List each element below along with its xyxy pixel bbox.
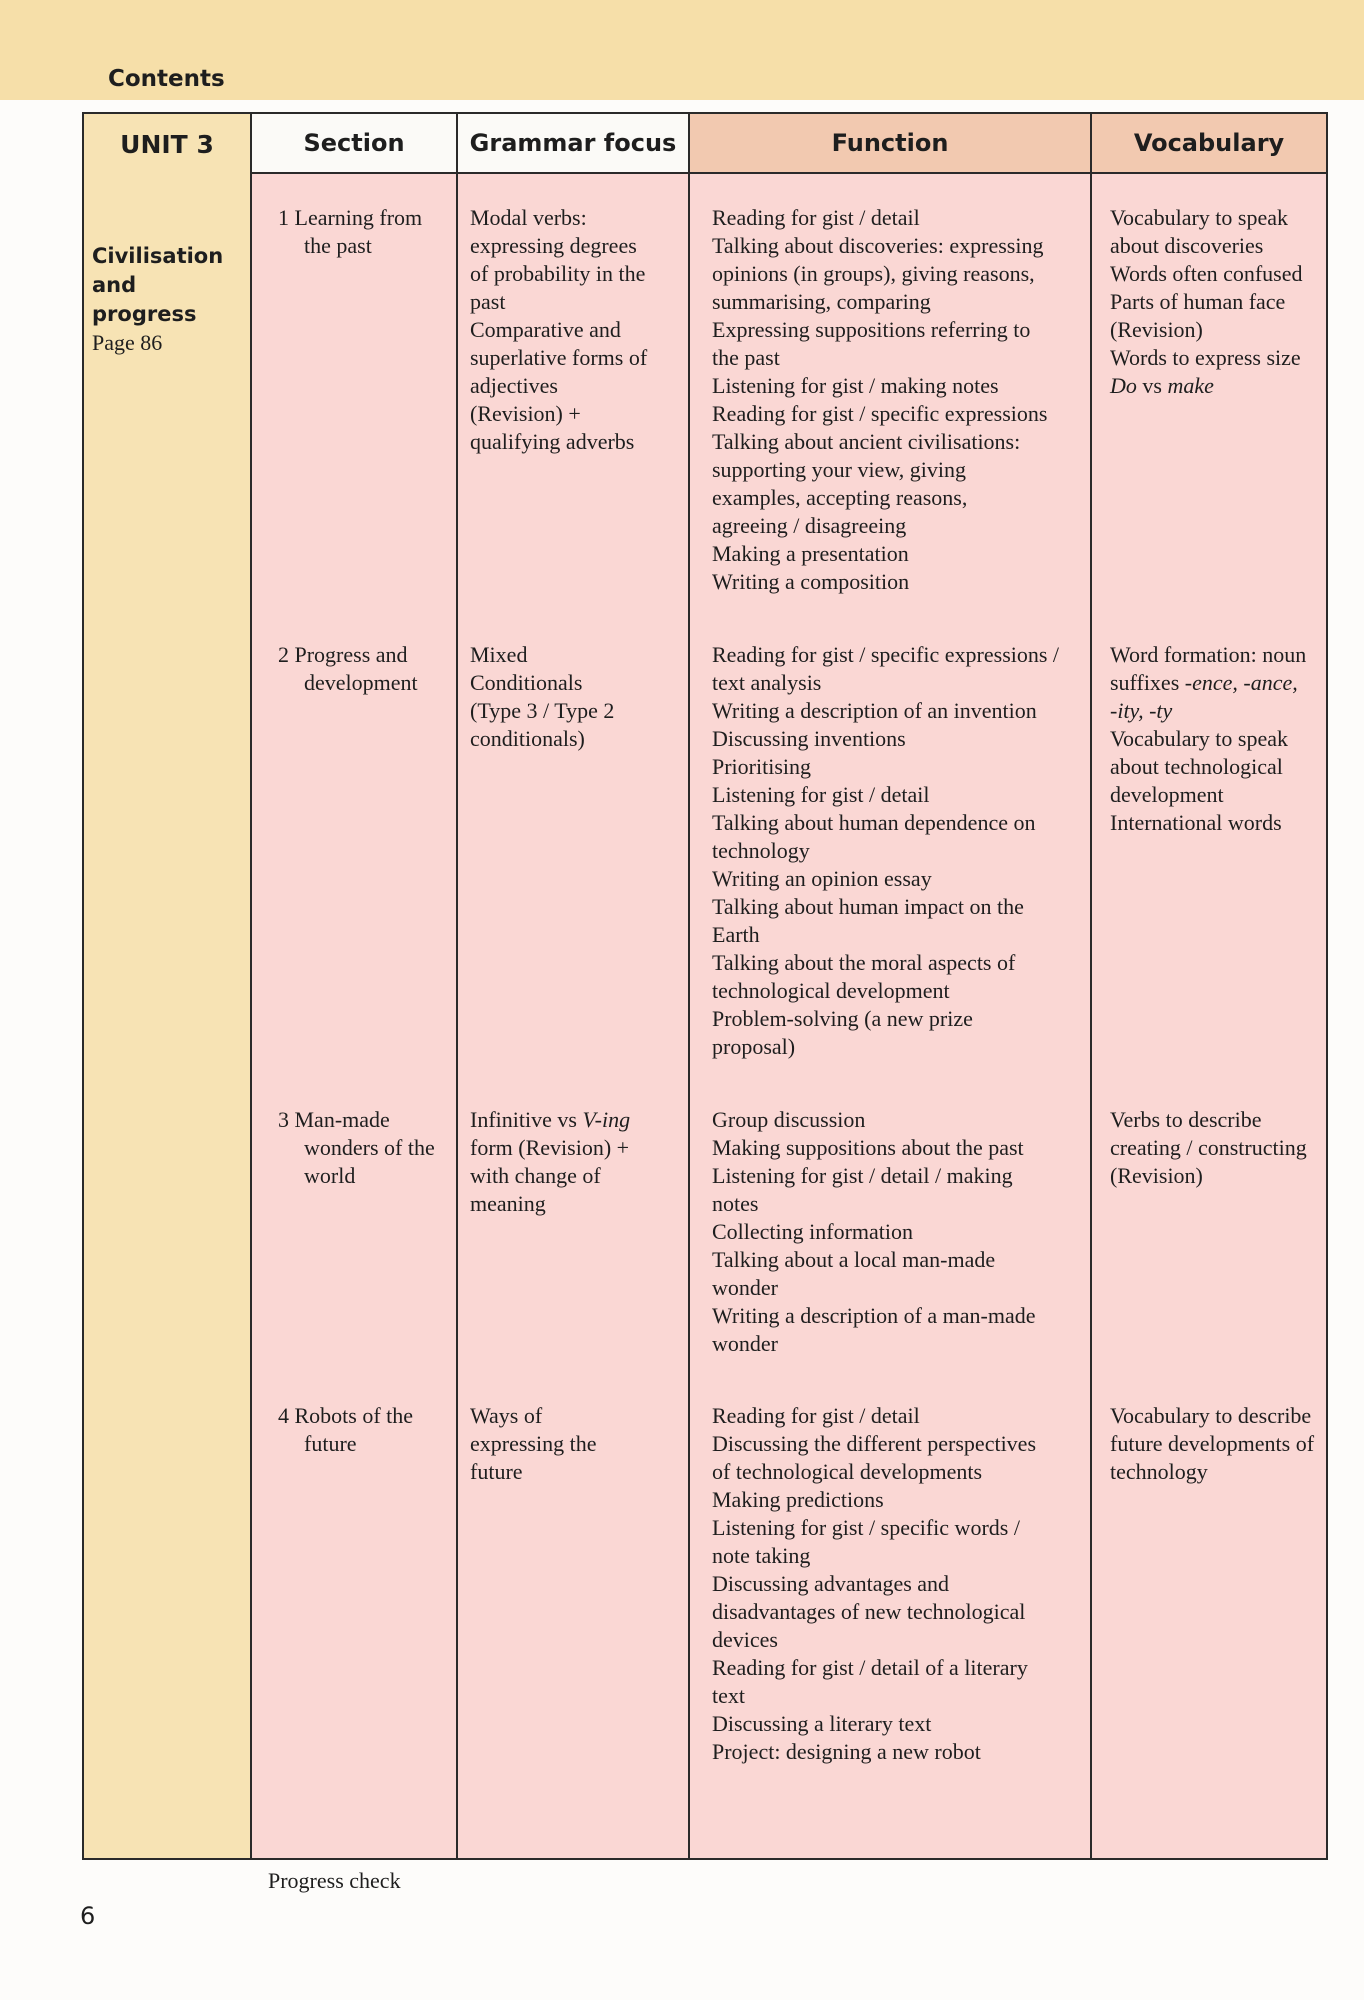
vocabulary-line: Verbs to describe: [1110, 1107, 1262, 1132]
section-name: Man-made wonders of the world: [294, 1107, 435, 1188]
function-line: text: [712, 1683, 745, 1708]
grammar-line: (Type 3 / Type 2: [470, 698, 615, 723]
vocabulary-line: creating / constructing: [1110, 1135, 1307, 1160]
vocabulary-line: -ity, -ty: [1110, 698, 1173, 723]
vocabulary-line: about discoveries: [1110, 233, 1264, 258]
function-line: Talking about the moral aspects of: [712, 950, 1016, 975]
function-line: Writing a description of a man-made: [712, 1303, 1036, 1328]
function-line: Prioritising: [712, 754, 812, 779]
function-line: disadvantages of new technological: [712, 1599, 1026, 1624]
function-line: Discussing a literary text: [712, 1711, 932, 1736]
grammar-line: with change of: [470, 1163, 601, 1188]
section-name: Robots of the future: [294, 1403, 414, 1456]
vocabulary-column: [1092, 174, 1326, 1858]
unit-name-line-2: and progress: [92, 273, 197, 326]
contents-table: [82, 112, 1328, 1893]
grammar-line: Ways of: [470, 1403, 543, 1428]
function-line: technology: [712, 838, 810, 863]
section-name: Progress and development: [294, 642, 418, 695]
vocabulary-line: future developments of: [1110, 1431, 1315, 1456]
function-line: Writing an opinion essay: [712, 866, 932, 891]
function-line: wonder: [712, 1331, 778, 1356]
function-line: Making suppositions about the past: [712, 1135, 1024, 1160]
function-line: Making predictions: [712, 1487, 884, 1512]
grammar-line: past: [470, 289, 506, 314]
function-line: Writing a composition: [712, 569, 910, 594]
function-line: agreeing / disagreeing: [712, 513, 907, 538]
vocabulary-line: Parts of human face: [1110, 289, 1286, 314]
grammar-line: form (Revision) +: [470, 1135, 630, 1160]
function-line: devices: [712, 1627, 778, 1652]
grammar-line: of probability in the: [470, 261, 646, 286]
function-line: Reading for gist / detail: [712, 205, 920, 230]
vocabulary-line: Vocabulary to describe: [1110, 1403, 1312, 1428]
grammar-line: Modal verbs:: [470, 205, 587, 230]
grammar-column: [458, 174, 690, 1858]
function-line: Making a presentation: [712, 541, 909, 566]
function-line: Expressing suppositions referring to: [712, 317, 1031, 342]
column-header-section: Section: [252, 114, 458, 174]
page-title: Contents: [108, 66, 225, 92]
function-line: Discussing the different perspectives: [712, 1431, 1037, 1456]
function-line: Reading for gist / specific expressions /: [712, 642, 1060, 667]
section-cell: [278, 204, 448, 260]
page-number: 6: [80, 1902, 96, 1930]
function-line: Reading for gist / detail: [712, 1403, 920, 1428]
function-line: Discussing advantages and: [712, 1571, 950, 1596]
grammar-line: conditionals): [470, 726, 585, 751]
function-line: summarising, comparing: [712, 289, 931, 314]
unit-info: [84, 174, 252, 1858]
function-line: Reading for gist / detail of a literary: [712, 1655, 1028, 1680]
vocabulary-line: Words often confused: [1110, 261, 1303, 286]
vocabulary-cell: [1110, 204, 1318, 400]
grammar-line: Mixed: [470, 642, 528, 667]
function-line: Talking about human impact on the: [712, 894, 1024, 919]
function-line: Earth: [712, 922, 760, 947]
vocabulary-line: Words to express size: [1110, 345, 1301, 370]
grammar-line: adjectives: [470, 373, 558, 398]
grammar-line: Comparative and: [470, 317, 621, 342]
function-line: Talking about discoveries: expressing: [712, 233, 1044, 258]
function-cell: [712, 1402, 1080, 1766]
vocabulary-line: about technological: [1110, 754, 1283, 779]
function-cell: [712, 641, 1080, 1061]
grammar-line: future: [470, 1459, 523, 1484]
function-line: Listening for gist / specific words /: [712, 1515, 1020, 1540]
function-line: of technological developments: [712, 1459, 983, 1484]
section-cell: [278, 1106, 448, 1190]
grammar-line: (Revision) +: [470, 401, 581, 426]
function-line: Writing a description of an invention: [712, 698, 1037, 723]
function-line: proposal): [712, 1034, 796, 1059]
vocabulary-cell: [1110, 1106, 1318, 1190]
vocabulary-cell: [1110, 1402, 1318, 1486]
function-line: Talking about human dependence on: [712, 810, 1036, 835]
vocabulary-line: (Revision): [1110, 1163, 1203, 1188]
vocabulary-line: (Revision): [1110, 317, 1203, 342]
function-line: notes: [712, 1191, 759, 1216]
function-line: Project: designing a new robot: [712, 1739, 981, 1764]
progress-check: Progress check: [268, 1868, 401, 1893]
function-line: Listening for gist / detail: [712, 782, 930, 807]
vocabulary-line: Do vs make: [1110, 373, 1214, 398]
grammar-cell: [470, 1106, 678, 1218]
grammar-line: expressing the: [470, 1431, 597, 1456]
grammar-line: qualifying adverbs: [470, 429, 635, 454]
function-cell: [712, 204, 1080, 596]
section-cell: [278, 641, 448, 697]
unit-name-line-1: Civilisation: [92, 244, 224, 268]
unit-page: Page 86: [92, 330, 163, 355]
vocabulary-line: International words: [1110, 810, 1282, 835]
function-column: [690, 174, 1092, 1858]
section-number: 3: [278, 1107, 289, 1132]
vocabulary-line: Vocabulary to speak: [1110, 205, 1288, 230]
vocabulary-line: Vocabulary to speak: [1110, 726, 1288, 751]
function-line: Talking about a local man-made: [712, 1247, 996, 1272]
column-header-vocabulary: Vocabulary: [1092, 114, 1326, 174]
grammar-cell: [470, 641, 678, 753]
grammar-cell: [470, 1402, 678, 1486]
vocabulary-cell: [1110, 641, 1318, 837]
section-cell: [278, 1402, 448, 1458]
vocabulary-line: suffixes -ence, -ance,: [1110, 670, 1298, 695]
function-line: Talking about ancient civilisations:: [712, 429, 1021, 454]
grammar-line: meaning: [470, 1191, 546, 1216]
function-line: supporting your view, giving: [712, 457, 966, 482]
unit-label: UNIT 3: [84, 114, 252, 174]
section-number: 1: [278, 205, 289, 230]
function-line: Listening for gist / making notes: [712, 373, 999, 398]
function-line: technological development: [712, 978, 950, 1003]
function-line: Discussing inventions: [712, 726, 906, 751]
function-line: note taking: [712, 1543, 811, 1568]
vocabulary-line: development: [1110, 782, 1224, 807]
function-line: the past: [712, 345, 780, 370]
vocabulary-line: Word formation: noun: [1110, 642, 1307, 667]
grammar-line: Infinitive vs V-ing: [470, 1107, 631, 1132]
function-line: Group discussion: [712, 1107, 866, 1132]
column-header-function: Function: [690, 114, 1092, 174]
section-name: Learning from the past: [294, 205, 423, 258]
function-line: Collecting information: [712, 1219, 914, 1244]
function-line: examples, accepting reasons,: [712, 485, 968, 510]
vocabulary-line: technology: [1110, 1459, 1208, 1484]
function-line: text analysis: [712, 670, 822, 695]
grammar-line: superlative forms of: [470, 345, 648, 370]
function-line: Problem-solving (a new prize: [712, 1006, 973, 1031]
section-column: [252, 174, 458, 1893]
function-line: wonder: [712, 1275, 778, 1300]
function-line: Reading for gist / specific expressions: [712, 401, 1048, 426]
column-header-grammar: Grammar focus: [458, 114, 690, 174]
function-cell: [712, 1106, 1080, 1358]
function-line: opinions (in groups), giving reasons,: [712, 261, 1035, 286]
section-number: 2: [278, 642, 289, 667]
section-number: 4: [278, 1403, 289, 1428]
function-line: Listening for gist / detail / making: [712, 1163, 1013, 1188]
grammar-cell: [470, 204, 678, 456]
grammar-line: Conditionals: [470, 670, 583, 695]
grammar-line: expressing degrees: [470, 233, 637, 258]
